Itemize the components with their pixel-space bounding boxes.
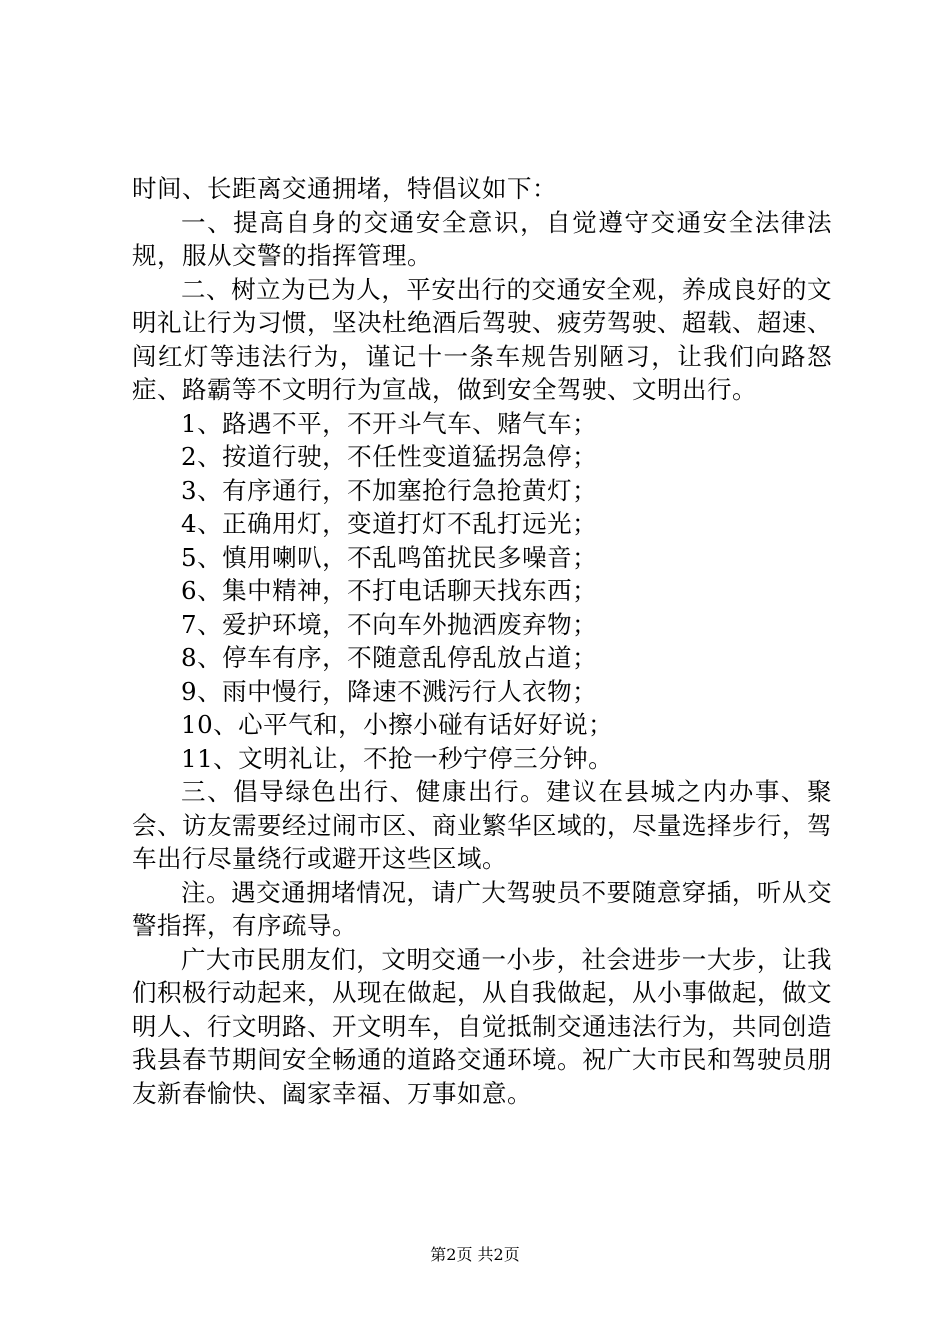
page-footer: 第2页 共2页: [430, 1245, 520, 1264]
rule-10: 10、心平气和，小擦小碰有话好好说；: [181, 710, 614, 739]
rule-5: 5、慎用喇叭，不乱鸣笛扰民多噪音；: [181, 542, 598, 572]
paragraph-closing: 广大市民朋友们，文明交通一小步，社会进步一大步，让我们积极行动起来，从现在做起，从自我做起，从小事做起，做文明人、行文明路、开文明车，自觉抵制交通违法行为，共同创造我县春节期间安全畅通的道路交通环境。祝广大市民和驾驶员朋友新春愉快、阖家幸福、万事如意。: [132, 944, 832, 1108]
rule-6: 6、集中精神，不打电话聊天找东西；: [181, 576, 598, 605]
paragraph-item-one: 一、提高自身的交通安全意识，自觉遵守交通安全法律法规，服从交警的指挥管理。: [132, 207, 832, 270]
paragraph-item-two: 二、树立为已为人，平安出行的交通安全观，养成良好的文明礼让行为习惯，坚决杜绝酒后驾驶、疲劳驾驶、超载、超速、闯红灯等违法行为，谨记十一条车规告别陋习，让我们向路怒症、路霸等不文明行为宣战，做到安全驾驶、文明出行。: [132, 274, 832, 404]
paragraph-item-three: 三、倡导绿色出行、健康出行。建议在县城之内办事、聚会、访友需要经过闹市区、商业繁华区域的，尽量选择步行，驾车出行尽量绕行或避开这些区域。: [132, 777, 832, 873]
rule-8: 8、停车有序，不随意乱停乱放占道；: [181, 643, 598, 672]
rule-11: 11、文明礼让，不抢一秒宁停三分钟。: [181, 743, 614, 773]
rule-9: 9、雨中慢行，降速不溅污行人衣物；: [181, 676, 598, 706]
rule-3: 3、有序通行，不加塞抢行急抢黄灯；: [181, 475, 598, 505]
rule-4: 4、正确用灯，变道打灯不乱打远光；: [181, 509, 598, 538]
paragraph-note: 注。遇交通拥堵情况，请广大驾驶员不要随意穿插，听从交警指挥，有序疏导。: [132, 877, 832, 940]
rule-7: 7、爱护环境，不向车外抛洒废弃物；: [181, 609, 598, 639]
rule-1: 1、路遇不平，不开斗气车、赌气车；: [181, 408, 598, 438]
document-body: [132, 172, 832, 1110]
rule-2: 2、按道行驶，不任性变道猛拐急停；: [181, 442, 598, 471]
paragraph-intro: 时间、长距离交通拥堵，特倡议如下：: [132, 174, 557, 203]
